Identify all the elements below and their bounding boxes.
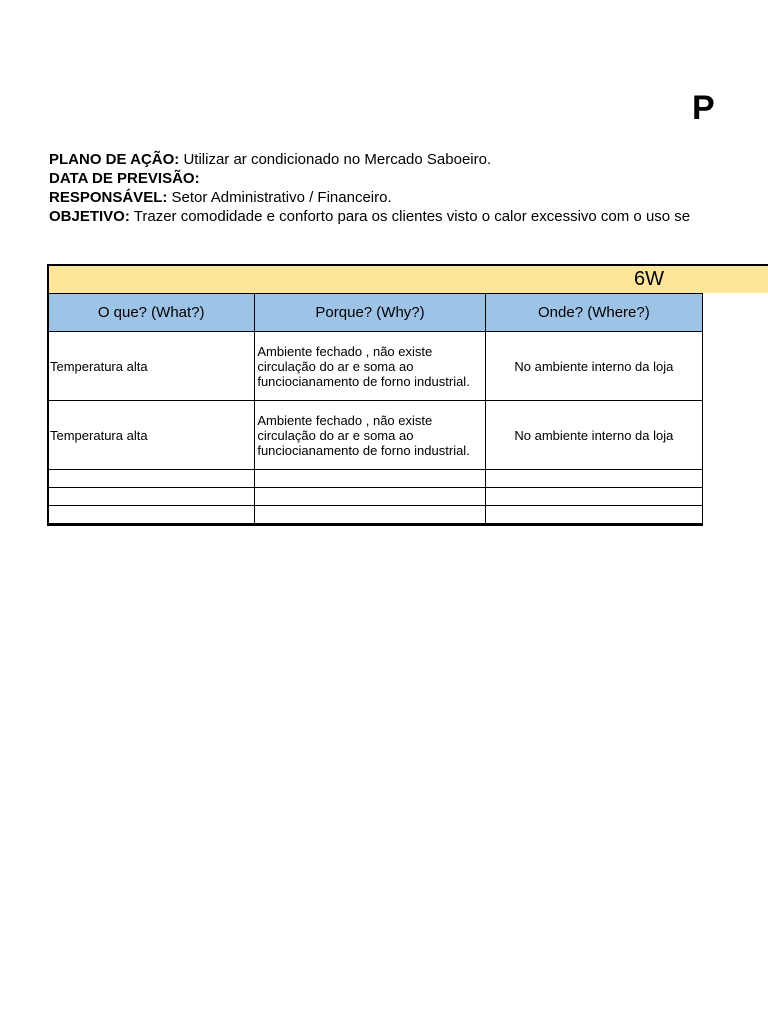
objective-row bbox=[49, 207, 690, 226]
empty-cell[interactable] bbox=[485, 470, 702, 488]
plan-row bbox=[49, 150, 690, 169]
objective-value: Trazer comodidade e conforto para os clientes visto o calor excessivo com o uso se bbox=[129, 208, 691, 225]
cell-why[interactable]: Ambiente fechado , não existe circulação do ar e soma ao funciocianamento de forno industrial. bbox=[255, 332, 485, 401]
empty-cell[interactable] bbox=[48, 470, 255, 488]
header-why: Porque? (Why?) bbox=[255, 294, 485, 332]
table-row bbox=[48, 332, 703, 401]
empty-cell[interactable] bbox=[485, 506, 702, 524]
table-bottom-border bbox=[47, 524, 703, 526]
cell-what[interactable]: Temperatura alta bbox=[48, 401, 255, 470]
plan-value: Utilizar ar condicionado no Mercado Saboeiro. bbox=[179, 151, 492, 168]
responsible-row bbox=[49, 188, 690, 207]
plan-label: PLANO DE AÇÃO: bbox=[49, 151, 180, 168]
objective-label: OBJETIVO: bbox=[49, 208, 130, 225]
header-where: Onde? (Where?) bbox=[485, 294, 702, 332]
table-left-border bbox=[47, 264, 49, 526]
empty-cell[interactable] bbox=[48, 506, 255, 524]
plan-info bbox=[49, 150, 690, 226]
header-what: O que? (What?) bbox=[48, 294, 255, 332]
empty-cell[interactable] bbox=[255, 506, 485, 524]
empty-cell[interactable] bbox=[485, 488, 702, 506]
cell-where[interactable]: No ambiente interno da loja bbox=[485, 401, 702, 470]
empty-cell[interactable] bbox=[48, 488, 255, 506]
table-row bbox=[48, 506, 703, 524]
table-row bbox=[48, 488, 703, 506]
table-title: 6W bbox=[634, 268, 664, 290]
cell-why[interactable]: Ambiente fechado , não existe circulação do ar e soma ao funciocianamento de forno industrial. bbox=[255, 401, 485, 470]
date-row bbox=[49, 169, 690, 188]
six-w-table bbox=[47, 293, 703, 524]
page-title: P bbox=[692, 89, 715, 127]
empty-cell[interactable] bbox=[255, 470, 485, 488]
table-row bbox=[48, 401, 703, 470]
table-header-row bbox=[48, 294, 703, 332]
cell-what[interactable]: Temperatura alta bbox=[48, 332, 255, 401]
cell-where[interactable]: No ambiente interno da loja bbox=[485, 332, 702, 401]
empty-cell[interactable] bbox=[255, 488, 485, 506]
responsible-value: Setor Administrativo / Financeiro. bbox=[167, 189, 392, 206]
table-row bbox=[48, 470, 703, 488]
date-label: DATA DE PREVISÃO: bbox=[49, 170, 200, 187]
responsible-label: RESPONSÁVEL: bbox=[49, 189, 168, 206]
